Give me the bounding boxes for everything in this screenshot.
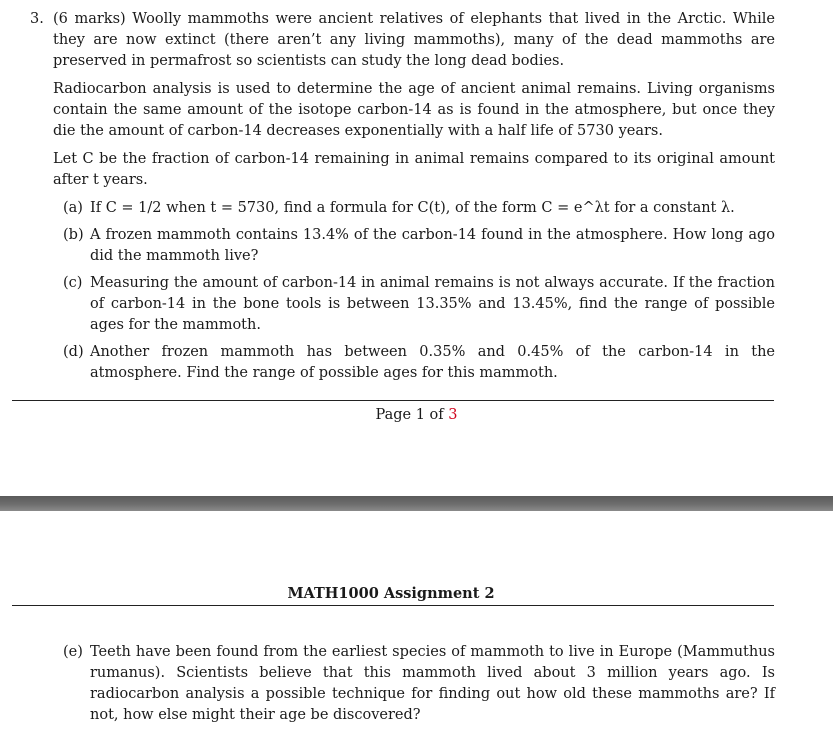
page-total-link[interactable]: 3 <box>448 407 458 423</box>
part-c <box>63 273 775 336</box>
header-divider <box>12 605 774 606</box>
part-label: (a) <box>63 200 83 216</box>
page-separator <box>0 496 833 511</box>
part-text: Another frozen mammoth has between 0.35% and 0.45% of the carbon-14 in the atmosphere. Find the range of possible ages for this mammoth. <box>90 344 775 381</box>
part-label: (c) <box>63 275 83 291</box>
part-d <box>63 342 775 384</box>
page-footer <box>0 407 833 423</box>
part-text: If C = 1/2 when t = 5730, find a formula for C(t), of the form C = e^λt for a constant λ. <box>90 200 735 216</box>
part-label: (d) <box>63 344 84 360</box>
question-parts-list-continued <box>63 642 775 732</box>
footer-divider <box>12 400 774 401</box>
part-b <box>63 225 775 267</box>
question-body <box>53 9 775 198</box>
part-text: Measuring the amount of carbon-14 in animal remains is not always accurate. If the fraction of carbon-14 in the bone tools is between 13.35% and 13.45%, find the range of possible ages for the mammoth. <box>90 275 775 333</box>
question-intro: (6 marks) Woolly mammoths were ancient relatives of elephants that lived in the Arctic. While they are now extinct (there aren’t any living mammoths), many of the dead mammoths are preserved in permafrost so scientists can study the long dead bodies. <box>53 11 775 69</box>
question-paragraph-radiocarbon: Radiocarbon analysis is used to determine the age of ancient animal remains. Living organisms contain the same amount of the isotope carbon-14 as is found in the atmosphere, but once they die the amount of carbon-14 decreases exponentially with a half life of 5730 years. <box>53 81 775 139</box>
document-page-2 <box>0 511 833 736</box>
part-a <box>63 198 775 219</box>
part-label: (b) <box>63 227 84 243</box>
page-header-title: MATH1000 Assignment 2 <box>287 585 495 602</box>
part-text: A frozen mammoth contains 13.4% of the carbon-14 found in the atmosphere. How long ago did the mammoth live? <box>90 227 775 264</box>
part-text: Teeth have been found from the earliest species of mammoth to live in Europe (Mammuthus rumanus). Scientists believe that this mammoth lived about 3 million years ago. Is radiocarbon analysis a possible technique for finding out how old these mammoths are? If not, how else might their age be discovered? <box>90 644 775 723</box>
part-e <box>63 642 775 726</box>
page-number-prefix: Page 1 of <box>375 407 449 423</box>
question-number: 3. <box>30 11 44 27</box>
question-paragraph-definition: Let C be the fraction of carbon-14 remaining in animal remains compared to its original amount after t years. <box>53 151 775 188</box>
part-label: (e) <box>63 644 83 660</box>
question-parts-list <box>63 198 775 390</box>
